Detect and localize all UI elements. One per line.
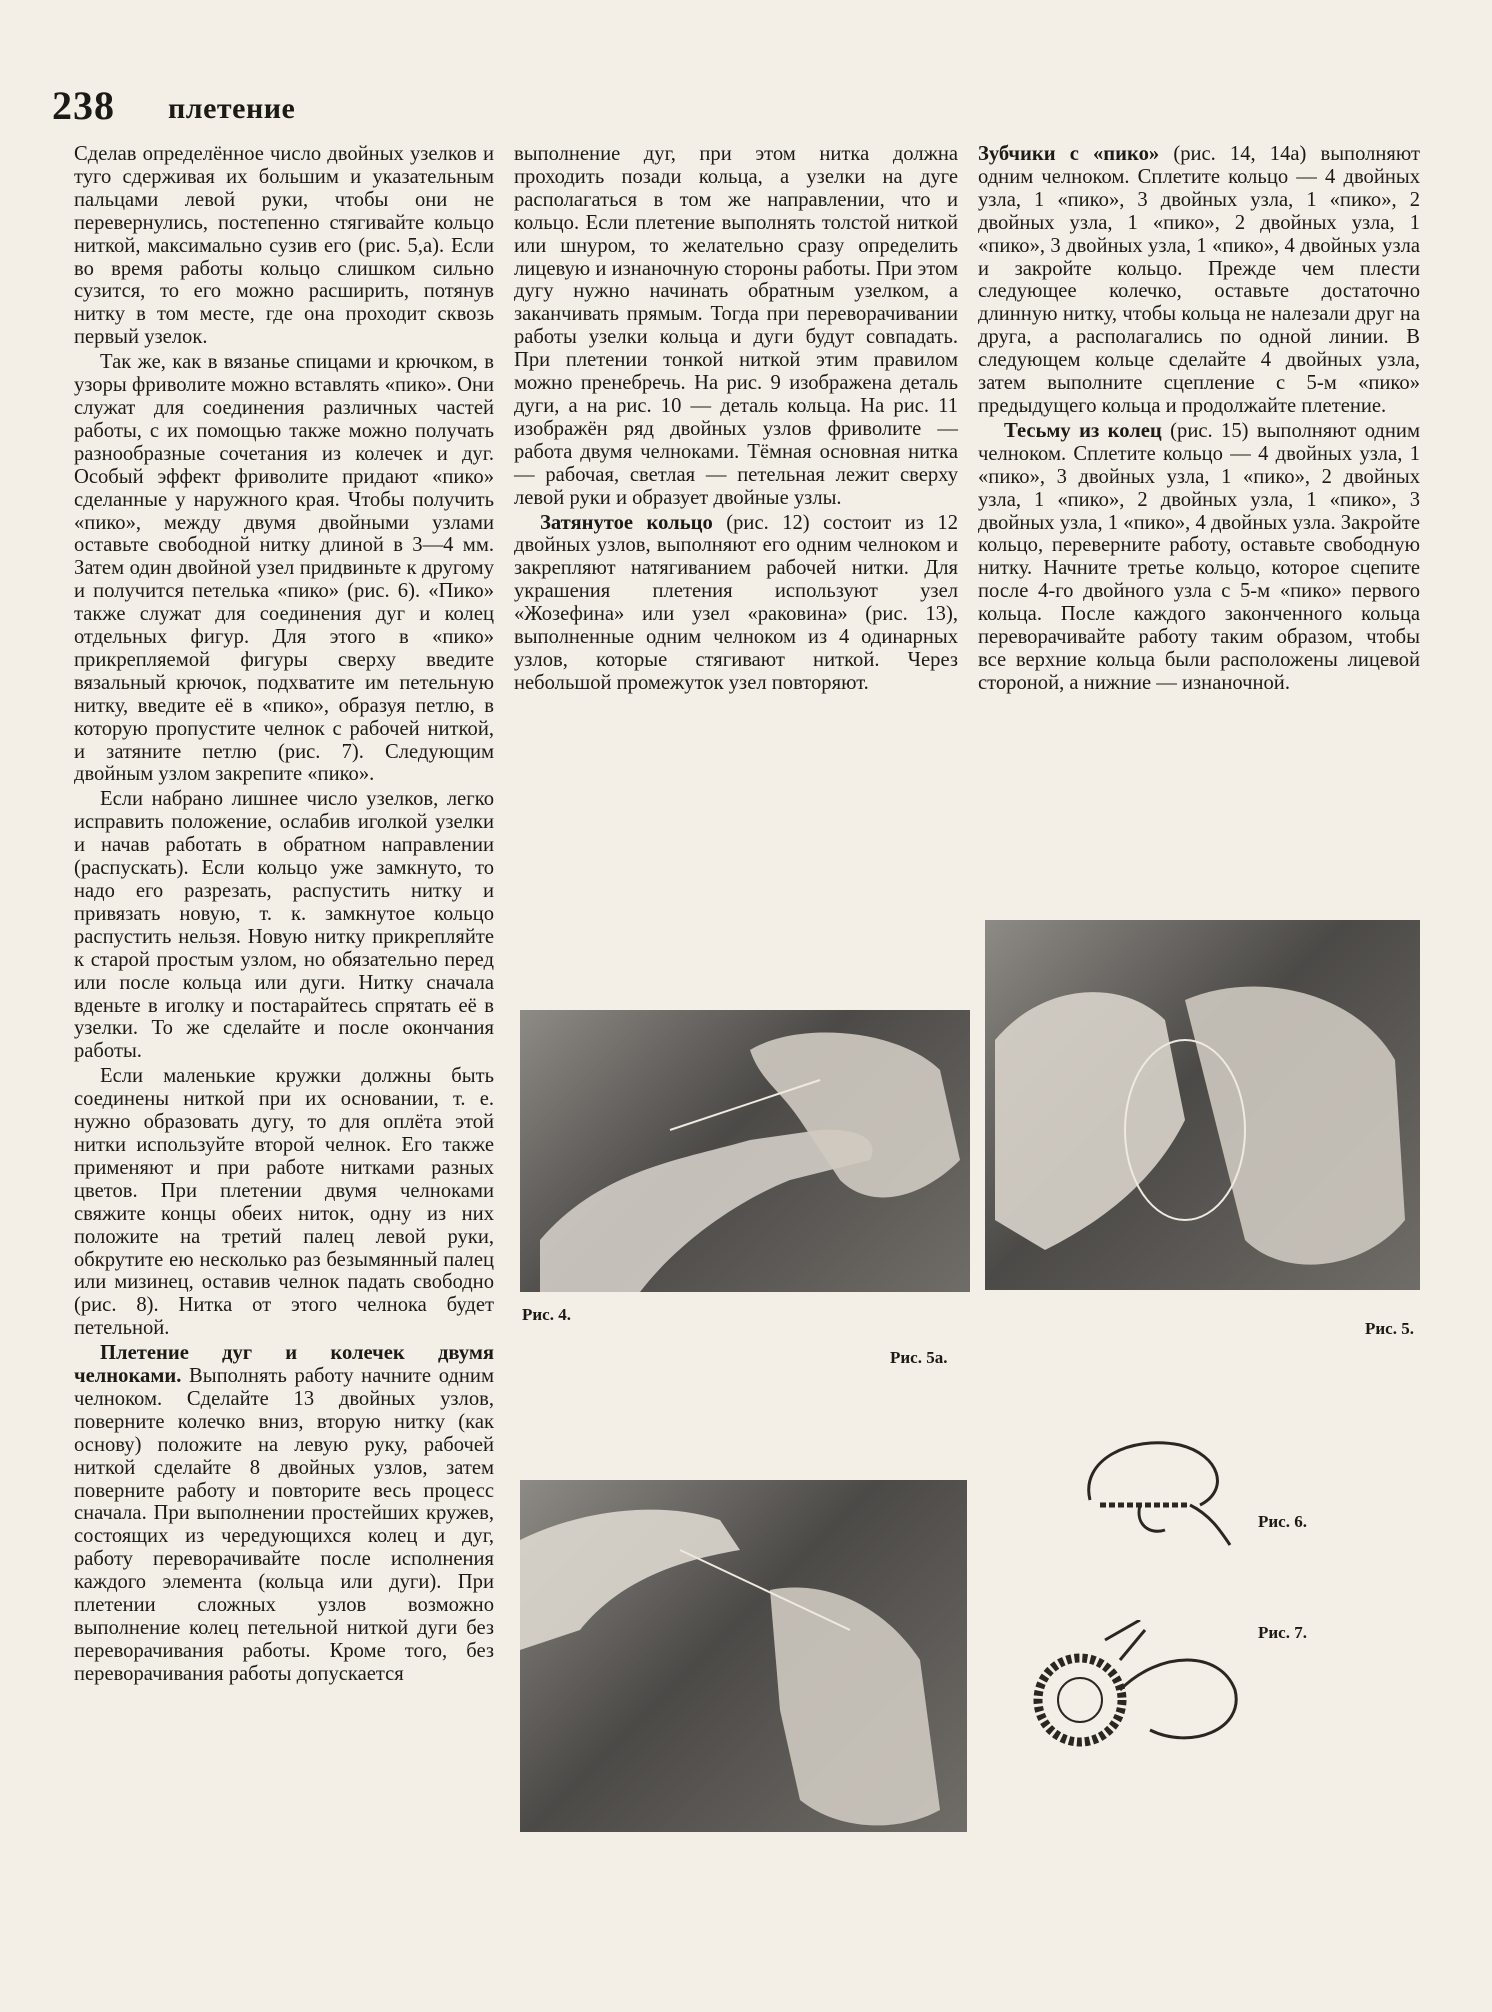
paragraph <box>74 1342 494 1686</box>
paragraph: Сделав определённое число двойных узелков и туго сдерживая их большим и указательным пальцами левой руки, чтобы они не перевернулись, постепенно стягивайте кольцо ниткой, максимально сузив его (рис. 5,а). Если во время работы кольцо слишком сильно сузится, то его можно расширить, потянув нитку в том месте, где она проходит сквозь первый узелок. <box>74 143 494 349</box>
hands-with-shuttle-icon <box>520 1010 970 1292</box>
paragraph-body: (рис. 14, 14а) выполняют одним челноком. Сплетите кольцо — 4 двойных узла, 1 «пико», 3 двойных узла, 1 «пико», 2 двойных узла, 1 «пико», 2 двойных узла, 1 «пико», 3 двойных узла, 1 «пико», 4 двойных узла и закройте кольцо. Прежде чем плести следующее колечко, оставьте достаточно длинную нитку, чтобы кольца не налезали друг на друга, а располагались по одной линии. В следующем кольце сделайте 4 двойных узла, затем выполните сцепление с 5-м «пико» предыдущего кольца и продолжайте плетение. <box>978 143 1420 417</box>
paragraph-lead: Затянутое кольцо <box>540 511 713 534</box>
paragraph <box>978 143 1420 418</box>
paragraph <box>978 420 1420 695</box>
page-number: 238 <box>52 83 115 128</box>
caption-fig5: Рис. 5. <box>1365 1319 1414 1338</box>
text-column-3 <box>978 143 1420 697</box>
paragraph: выполнение дуг, при этом нитка должна проходить позади кольца, а узелки на дуге располагаться в том же направлении, что и кольцо. Если плетение выполнять толстой ниткой или шнуром, то желательно сразу определить лицевую и изнаночную стороны работы. При этом дугу нужно начинать обратным узелком, а заканчивать прямым. Тогда при переворачивании работы узелки кольца и дуги будут совпадать. При плетении тонкой ниткой этим правилом можно пренебречь. На рис. 9 изображена деталь дуги, а на рис. 10 — деталь кольца. На рис. 11 изображён ряд двойных узлов фриволите — работа двумя челноками. Тёмная основная нитка — рабочая, светлая — петельная лежит сверху левой руки и образует двойные узлы. <box>514 143 958 509</box>
paragraph-lead: Тесьму из колец <box>1004 419 1162 442</box>
hands-tightening-ring-icon <box>520 1480 967 1832</box>
paragraph-body: Выполнять работу начните одним челноком. Сделайте 13 двойных узлов, поверните колечко вниз, вторую нитку (как основу) положите на левую руку, рабочей ниткой сделайте 8 двойных узлов, затем поверните работу и повторите весь процесс сначала. При выполнении простейших кружев, состоящих из чередующихся колец и дуг, работу переворачивайте после исполнения каждого элемента (кольца или дуги). При плетении сложных узлов возможно выполнение колец петельной ниткой дуги без переворачивания работы. Кроме того, без переворачивания работы допускается <box>74 1365 494 1685</box>
paragraph-lead: Плетение дуг и колечек двумя челноками. <box>74 1342 494 1388</box>
paragraph-body: (рис. 12) состоит из 12 двойных узлов, выполняют его одним челноком и закрепляют натягиванием рабочей нитки. Для украшения плетения используют узел «Жозефина» или узел «раковина» (рис. 13), выполненные одним челноком из 4 одинарных узлов, которые стягивают ниткой. Через небольшой промежуток узел повторяют. <box>514 511 958 694</box>
paragraph-body: (рис. 15) выполняют одним челноком. Сплетите кольцо — 4 двойных узла, 1 «пико», 3 двойных узла, 1 «пико», 2 двойных узла, 1 «пико», 2 двойных узла, 1 «пико», 3 двойных узла, 1 «пико», 4 двойных узла. Закройте кольцо, переверните работу, оставьте свободную нитку. Начните третье кольцо, которое сцепите после 4-го двойного узла с 5-м «пико» первого кольца. После каждого законченного кольца переворачивайте работу таким образом, чтобы все верхние кольца были расположены лицевой стороной, а нижние — изнаночной. <box>978 419 1420 694</box>
text-column-1 <box>74 143 494 1688</box>
paragraph: Так же, как в вязанье спицами и крючком, в узоры фриволите можно вставлять «пико». Они служат для соединения различных частей работы, с их помощью также можно получать разнообразные сочетания из колечек и дуг. Особый эффект фриволите придают «пико» сделанные у наружного края. Чтобы получить «пико», между двумя двойными узлами оставьте свободной нитку длиной в 3—4 мм. Затем один двойной узел придвиньте к другому и получится петелька «пико» (рис. 6). «Пико» также служат для соединения дуг и колец отдельных фигур. Для этого в «пико» прикрепляемой фигуры сверху введите вязальный крючок, подхватите им петельную нитку, введите её в «пико», образуя петлю, в которую пропустите челнок с рабочей ниткой, и затяните петлю (рис. 7). Следующим двойным узлом закрепите «пико». <box>74 351 494 786</box>
paragraph: Если набрано лишнее число узелков, легко исправить положение, ослабив иголкой узелки и начав работать в обратном направлении (распускать). Если кольцо уже замкнуто, то надо его разрезать, распустить нитку и привязать новую, т. к. замкнутое кольцо распустить нельзя. Новую нитку прикрепляйте к старой простым узлом, но обязательно перед или после кольца или дуги. Нитку сначала вденьте в иголку и постарайтесь спрятать её в узелки. То же сделайте и после окончания работы. <box>74 788 494 1063</box>
caption-fig4: Рис. 4. <box>522 1305 571 1324</box>
hands-forming-ring-icon <box>985 920 1420 1290</box>
caption-fig5a: Рис. 5а. <box>890 1348 948 1367</box>
paragraph-lead: Зубчики с «пико» <box>978 143 1160 165</box>
section-title: плетение <box>168 92 296 125</box>
paragraph <box>514 512 958 695</box>
caption-fig6: Рис. 6. <box>1258 1512 1307 1531</box>
paragraph: Если маленькие кружки должны быть соединены ниткой при их основании, т. е. нужно образовать дугу, то для оплёта этой нитки используйте второй челнок. Его также применяют и при работе нитками разных цветов. При плетении двумя челноками свяжите концы обеих ниток, одну из них положите на третий палец левой руки, обкрутите ею несколько раз безымянный палец или мизинец, оставив челнок падать свободно (рис. 8). Нитка от этого челнока будет петельной. <box>74 1065 494 1340</box>
photo-fig5a <box>520 1480 967 1832</box>
drawing-fig6-picot <box>1070 1430 1250 1550</box>
photo-fig5 <box>985 920 1420 1290</box>
text-column-2 <box>514 143 958 697</box>
drawing-fig7-joining <box>1010 1620 1260 1770</box>
caption-fig7: Рис. 7. <box>1258 1623 1307 1642</box>
photo-fig4 <box>520 1010 970 1292</box>
